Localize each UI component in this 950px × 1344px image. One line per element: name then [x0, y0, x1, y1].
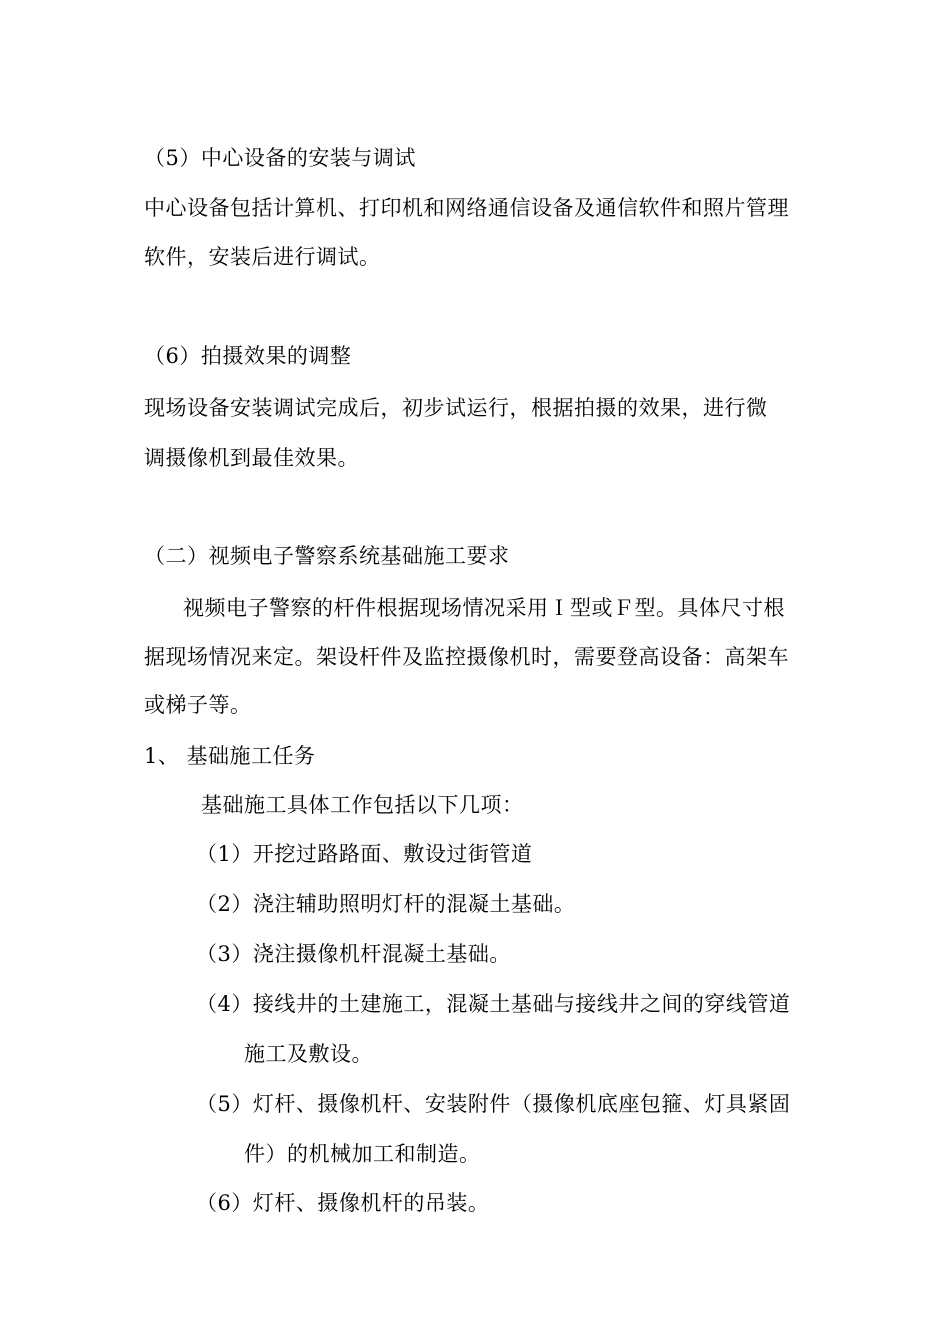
- section-5-body-line-1: 中心设备包括计算机、打印机和网络通信设备及通信软件和照片管理: [144, 196, 789, 220]
- list-item-continuation: 件）的机械加工和制造。: [244, 1142, 481, 1166]
- list-item: （4）接线井的土建施工，混凝土基础与接线井之间的穿线管道: [196, 992, 791, 1016]
- list-item: （5）灯杆、摄像机杆、安装附件（摄像机底座包箍、灯具紧固: [196, 1092, 791, 1116]
- list-item-continuation: 施工及敷设。: [244, 1042, 373, 1066]
- list-item: （2）浇注辅助照明灯杆的混凝土基础。: [196, 892, 576, 916]
- section-6-heading: （6）拍摄效果的调整: [144, 344, 352, 368]
- section-6-body-line-2: 调摄像机到最佳效果。: [144, 446, 359, 470]
- part-2-body-line-1: 视频电子警察的杆件根据现场情况采用Ｉ型或Ｆ型。具体尺寸根: [183, 596, 785, 620]
- list-item: （6）灯杆、摄像机杆的吊装。: [196, 1191, 490, 1215]
- list-item: （3）浇注摄像机杆混凝土基础。: [196, 942, 511, 966]
- part-2-body-line-3: 或梯子等。: [144, 693, 252, 717]
- part-2-heading: （二）视频电子警察系统基础施工要求: [144, 544, 510, 568]
- section-5-heading: （5）中心设备的安装与调试: [144, 146, 416, 170]
- part-2-body-line-2: 据现场情况来定。架设杆件及监控摄像机时，需要登高设备：高架车: [144, 645, 789, 669]
- section-5-body-line-2: 软件，安装后进行调试。: [144, 245, 381, 269]
- task-intro: 基础施工具体工作包括以下几项：: [201, 793, 524, 817]
- list-item: （1）开挖过路路面、敷设过街管道: [196, 842, 533, 866]
- task-heading: 1、 基础施工任务: [144, 744, 316, 768]
- section-6-body-line-1: 现场设备安装调试完成后，初步试运行，根据拍摄的效果，进行微: [144, 396, 768, 420]
